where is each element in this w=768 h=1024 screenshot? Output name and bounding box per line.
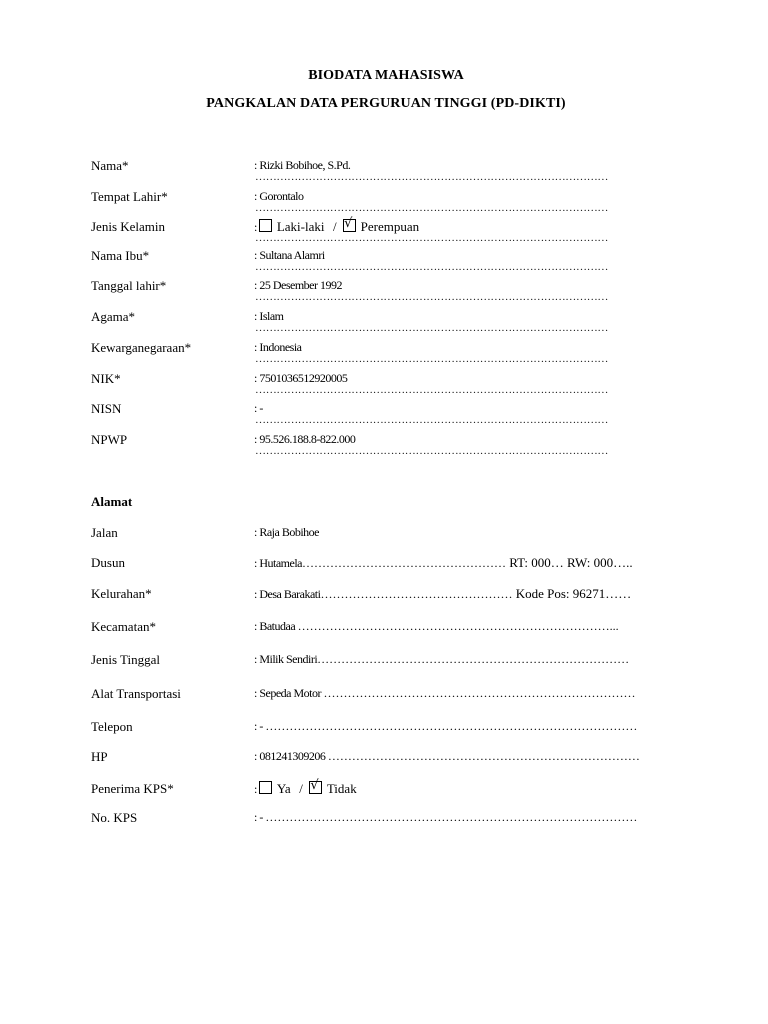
field-label: Kecamatan* xyxy=(91,619,156,634)
field-alat-transportasi xyxy=(0,686,768,706)
dotted-fill: ………………………………………………………………………………… xyxy=(265,719,638,733)
field-label: NPWP xyxy=(91,432,128,447)
kode-pos-value: Kode Pos: 96271…… xyxy=(512,586,632,601)
field-label: Alat Transportasi xyxy=(91,686,181,701)
field-value: : - xyxy=(254,719,266,733)
field-nama-ibu xyxy=(0,248,768,273)
dotted-fill: ………………………………………………………………………………… xyxy=(265,810,638,824)
option-label-perempuan: Perempuan xyxy=(360,219,420,234)
field-jalan xyxy=(0,525,768,545)
field-kecamatan xyxy=(0,619,768,639)
field-value: : Indonesia xyxy=(254,340,302,354)
dotted-underline: ……………………………………………………………………………………… xyxy=(255,202,609,214)
field-label: NISN xyxy=(91,401,122,416)
field-value: : Rizki Bobihoe, S.Pd. xyxy=(254,158,351,172)
checkbox-ya[interactable] xyxy=(259,781,272,794)
option-separator: / xyxy=(333,219,337,234)
field-dusun xyxy=(0,555,768,575)
field-value-line xyxy=(254,586,631,602)
dotted-underline: ……………………………………………………………………………………… xyxy=(255,171,609,183)
field-tanggal-lahir xyxy=(0,278,768,303)
dotted-fill: …………………………………………………………………… xyxy=(327,749,640,763)
field-value-line xyxy=(254,555,633,571)
checkbox-laki-laki[interactable] xyxy=(259,219,272,232)
field-label: HP xyxy=(91,749,108,764)
field-label: Nama Ibu* xyxy=(91,248,150,263)
kps-options xyxy=(254,778,357,797)
field-value: : Hutamela xyxy=(254,556,302,570)
field-value: : - xyxy=(254,401,263,415)
dotted-fill: …………………………………………… xyxy=(301,556,506,570)
field-label: Nama* xyxy=(91,158,129,173)
option-separator: / xyxy=(299,781,303,796)
option-label-laki-laki: Laki-laki xyxy=(276,219,325,234)
field-telepon xyxy=(0,719,768,739)
dotted-underline: ……………………………………………………………………………………… xyxy=(255,322,609,334)
dotted-underline: ……………………………………………………………………………………… xyxy=(255,414,609,426)
field-value: : 95.526.188.8-822.000 xyxy=(254,432,356,446)
field-label: Jenis Kelamin xyxy=(91,219,166,234)
field-jenis-kelamin xyxy=(0,216,768,244)
field-value: : 25 Desember 1992 xyxy=(254,278,342,292)
field-penerima-kps xyxy=(0,778,768,801)
field-label: Jalan xyxy=(91,525,118,540)
field-label: Agama* xyxy=(91,309,136,324)
dotted-underline: ……………………………………………………………………………………… xyxy=(255,291,609,303)
field-value: : Sepeda Motor xyxy=(254,686,324,700)
dotted-underline: ……………………………………………………………………………………… xyxy=(255,232,609,244)
gender-prefix: : xyxy=(254,220,257,234)
field-value: : Gorontalo xyxy=(254,189,304,203)
field-value-line xyxy=(254,686,636,701)
field-jenis-tinggal xyxy=(0,652,768,672)
checkbox-perempuan[interactable] xyxy=(343,216,356,232)
field-label: Telepon xyxy=(91,719,133,734)
field-value: : Islam xyxy=(254,309,284,323)
field-label: Jenis Tinggal xyxy=(91,652,160,667)
field-agama xyxy=(0,309,768,334)
dotted-underline: ……………………………………………………………………………………… xyxy=(255,261,609,273)
field-value-line xyxy=(254,810,637,825)
field-hp xyxy=(0,749,768,769)
field-value: : Sultana Alamri xyxy=(254,248,325,262)
rt-rw-value: RT: 000… RW: 000….. xyxy=(505,555,633,570)
field-no-kps xyxy=(0,810,768,830)
option-label-tidak: Tidak xyxy=(326,781,357,796)
field-value: : Raja Bobihoe xyxy=(254,525,319,539)
document-subtitle: PANGKALAN DATA PERGURUAN TINGGI (PD-DIKTI) xyxy=(206,96,566,111)
field-value: : Batudaa xyxy=(254,619,298,633)
field-label: Dusun xyxy=(91,555,125,570)
field-label: NIK* xyxy=(91,371,121,386)
field-label: Tanggal lahir* xyxy=(91,278,167,293)
dotted-fill: …………………………………………………………………… xyxy=(323,686,636,700)
field-npwp xyxy=(0,432,768,457)
document-title: BIODATA MAHASISWA xyxy=(308,68,464,83)
checkbox-tidak[interactable] xyxy=(309,778,322,794)
field-nama xyxy=(0,158,768,183)
field-label: Kelurahan* xyxy=(91,586,152,601)
field-value: : 081241309206 xyxy=(254,749,328,763)
dotted-fill: ………………………………………… xyxy=(320,587,513,601)
field-label: No. KPS xyxy=(91,810,138,825)
field-value-line xyxy=(254,619,619,634)
dotted-fill: …………………………………………………………………… xyxy=(317,652,630,666)
field-value-line xyxy=(254,719,637,734)
field-kewarganegaraan xyxy=(0,340,768,365)
dotted-underline: ……………………………………………………………………………………… xyxy=(255,384,609,396)
option-label-ya: Ya xyxy=(276,781,291,796)
field-value-line xyxy=(254,652,629,667)
field-value: : - xyxy=(254,810,266,824)
field-label: Kewarganegaraan* xyxy=(91,340,192,355)
dotted-fill: ……………………………………………………………………... xyxy=(297,619,619,633)
field-label: Tempat Lahir* xyxy=(91,189,168,204)
field-tempat-lahir xyxy=(0,189,768,214)
kps-prefix: : xyxy=(254,782,257,796)
dotted-underline: ……………………………………………………………………………………… xyxy=(255,445,609,457)
dotted-underline: ……………………………………………………………………………………… xyxy=(255,353,609,365)
section-heading-alamat: Alamat xyxy=(91,494,133,509)
check-mark-icon: √ xyxy=(344,216,352,231)
field-value-line xyxy=(254,749,640,764)
field-label: Penerima KPS* xyxy=(91,781,174,796)
field-nisn xyxy=(0,401,768,426)
field-value: : Milik Sendiri xyxy=(254,652,318,666)
field-kelurahan xyxy=(0,586,768,606)
field-nik xyxy=(0,371,768,396)
field-value: : Desa Barakati xyxy=(254,587,321,601)
check-mark-icon: √ xyxy=(310,778,319,793)
field-value: : 7501036512920005 xyxy=(254,371,348,385)
